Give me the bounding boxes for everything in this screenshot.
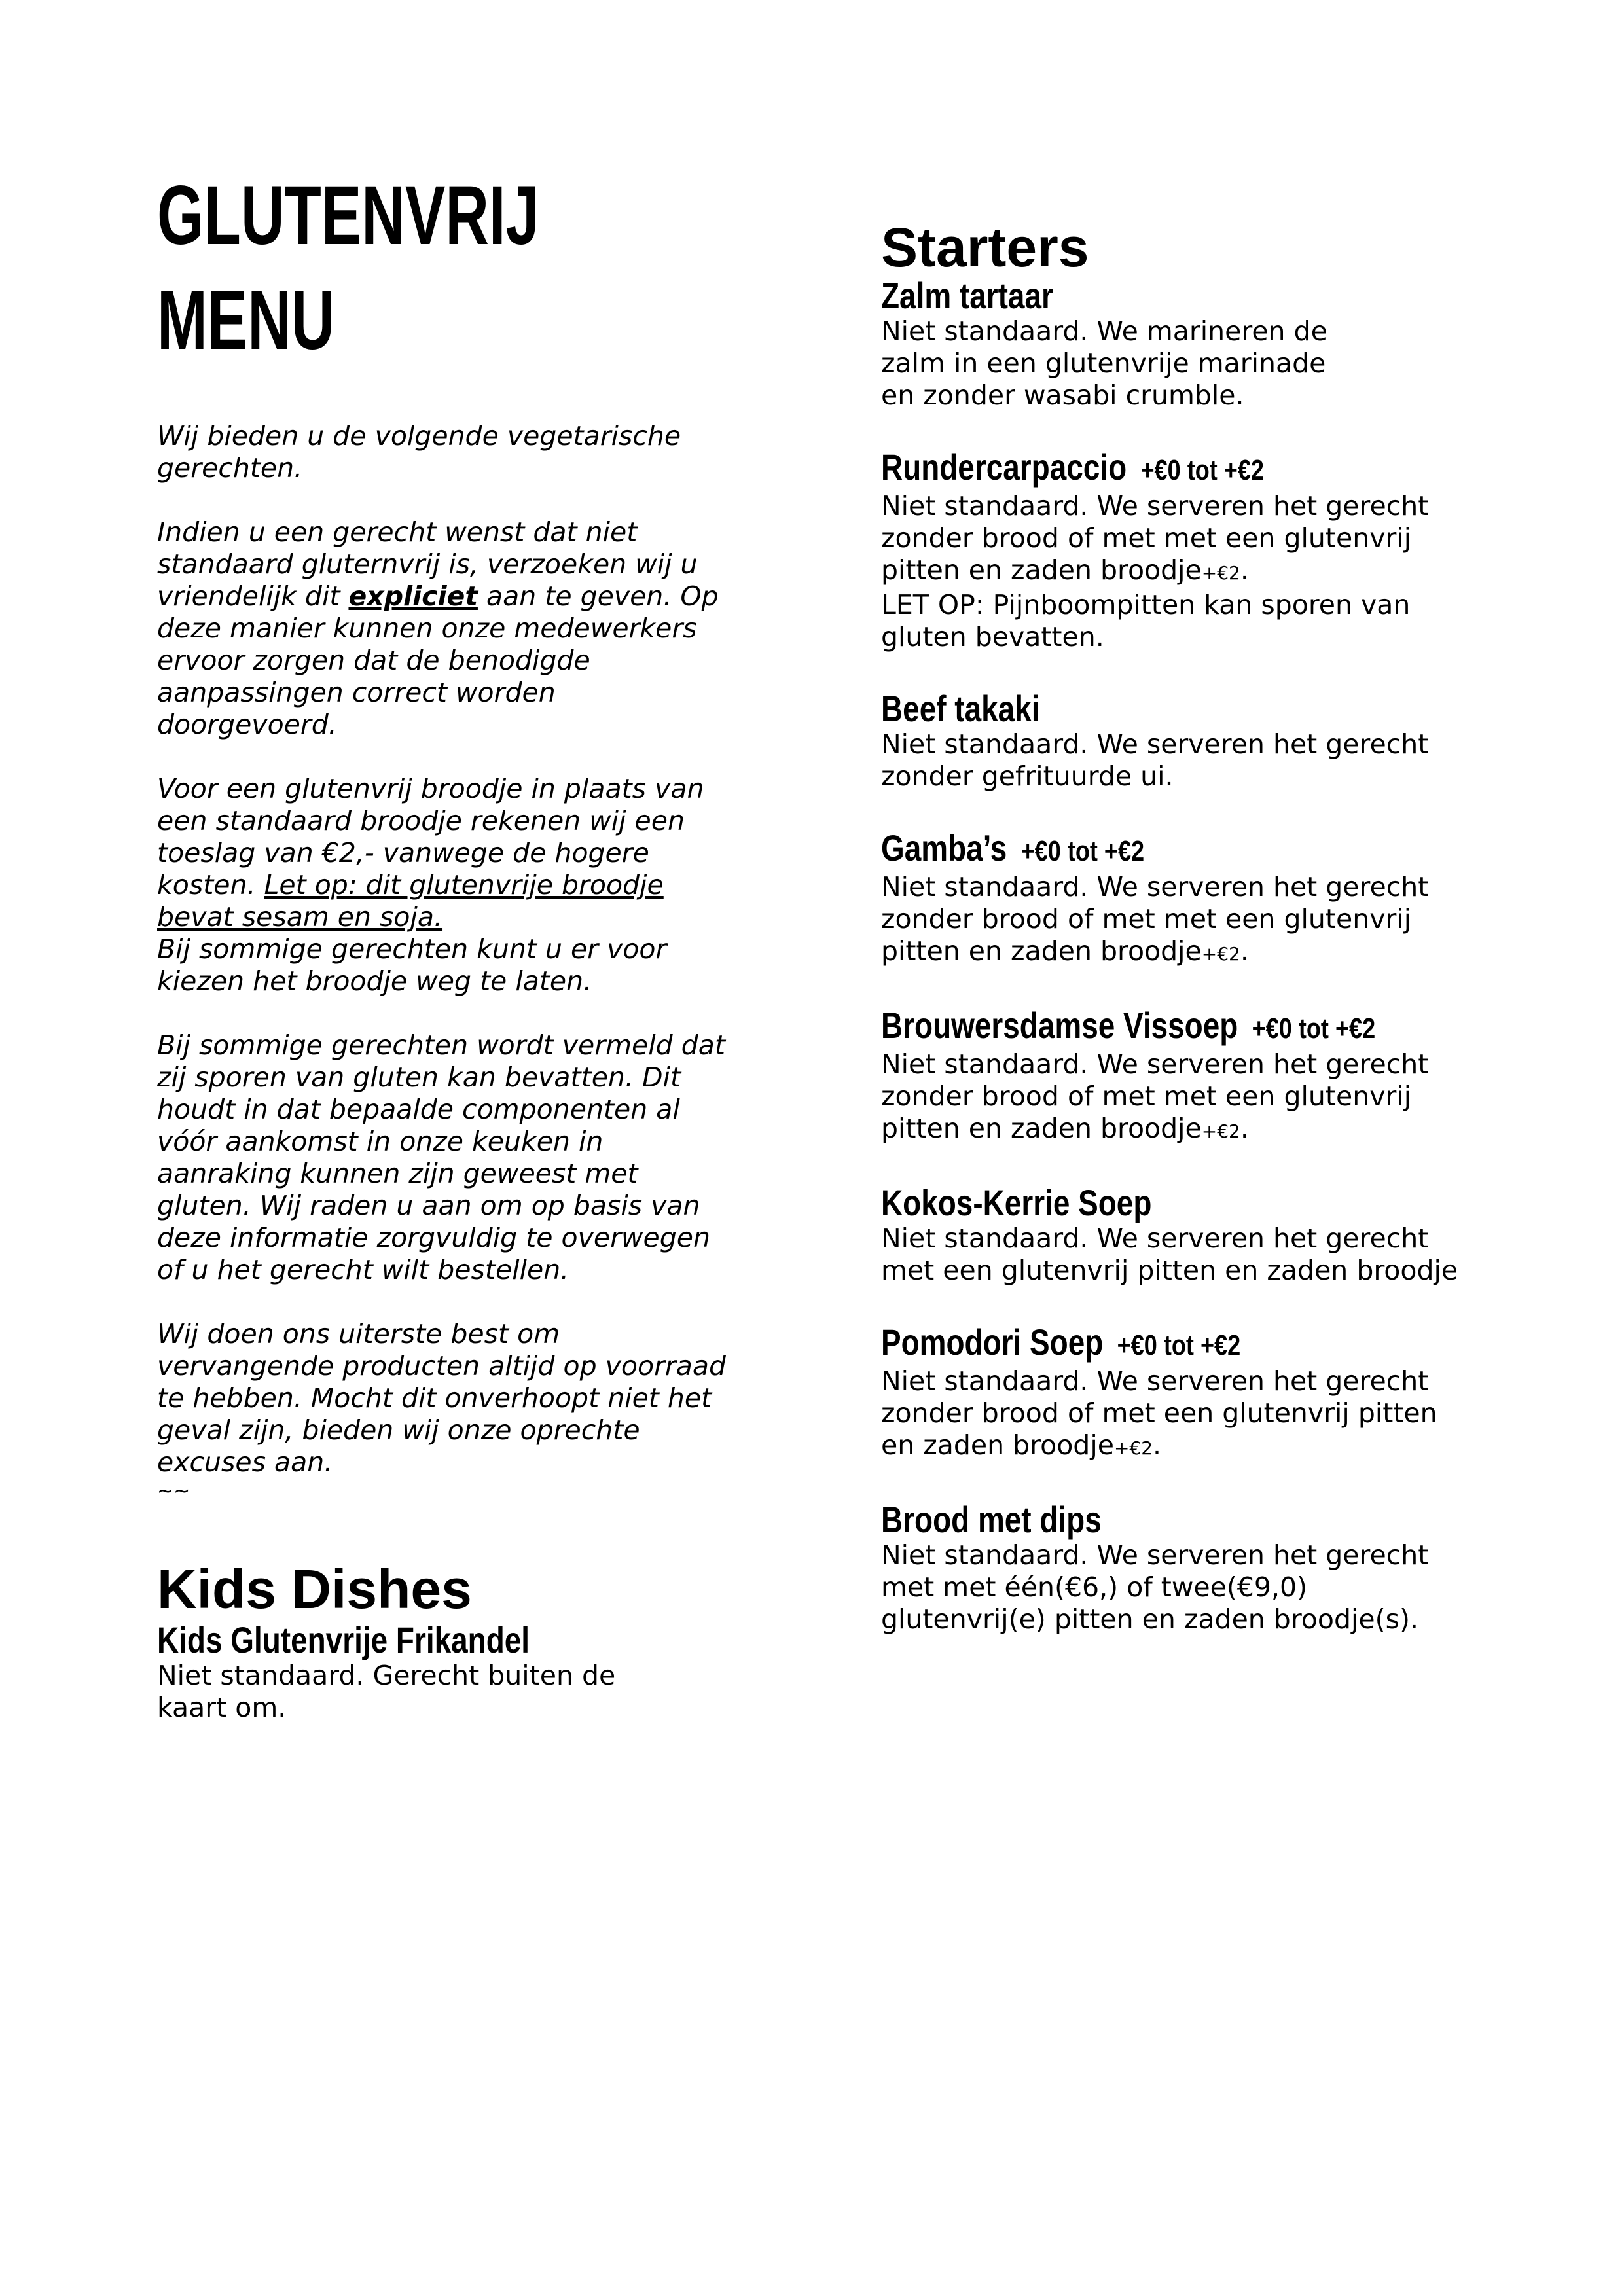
left-column (157, 164, 746, 1505)
intro-paragraph-1: Wij bieden u de volgende vegetarische gerechten. (157, 420, 681, 484)
intro-p3-note: Let op: dit glutenvrije broodje bevat sesam en soja. (157, 869, 664, 933)
dish-desc-surcharge: +€2 (1201, 562, 1240, 584)
menu-title-line2: MENU (157, 274, 335, 367)
intro-paragraph-3 (157, 773, 740, 933)
dish-desc (881, 490, 1470, 653)
kids-dish-name: Kids Glutenvrije Frikandel (157, 1619, 530, 1660)
dish-desc-end: . (1240, 1113, 1249, 1144)
dish-desc-warning: LET OP: Pijnboompitten kan sporen van gluten bevatten. (881, 589, 1411, 653)
dish-name-text: Rundercarpaccio (881, 446, 1127, 488)
dish-name-text: Gamba’s (881, 827, 1007, 869)
intro-paragraph-5: Wij doen ons uiterste best om vervangende producten altijd op voorraad te hebben. Mocht dit onverhoopt niet het geval zijn, bieden wij onze oprechte excuses aan. (157, 1318, 727, 1478)
dish-name: Kokos-Kerrie Soep (881, 1182, 1152, 1223)
menu-title-line1: GLUTENVRIJ (157, 169, 539, 262)
dish-name-text: Brouwersdamse Vissoep (881, 1005, 1238, 1046)
dish-rundercarpaccio (881, 448, 1470, 653)
dish-desc: Niet standaard. We serveren het gerecht met een glutenvrij pitten en zaden broodje (881, 1223, 1458, 1286)
dish-desc-text: Niet standaard. We serveren het gerecht zonder brood of met met een glutenvrij pitten en zaden broodje (881, 871, 1429, 967)
dish-desc: Niet standaard. We serveren het gerecht met met één(€6,) of twee(€9,0) glutenvrij(e) pitten en zaden broodje(s). (881, 1539, 1429, 1635)
kids-dish-desc: Niet standaard. Gerecht buiten de kaart om. (157, 1660, 616, 1723)
dish-price: +€0 tot +€2 (1117, 1329, 1241, 1361)
dish-desc-surcharge: +€2 (1201, 1121, 1240, 1142)
intro-paragraph-4: Bij sommige gerechten wordt vermeld dat zij sporen van gluten kan bevatten. Dit houdt in dat bepaalde componenten al vóór aankomst in onze keuken in aanraking kunnen zijn geweest met gluten. Wij raden u aan om op basis van deze informatie zorgvuldig te overwegen of u het gerecht wilt bestellen. (157, 1030, 725, 1285)
dish-name: Brood met dips (881, 1499, 1102, 1540)
dish-desc-text: Niet standaard. We serveren het gerecht zonder brood of met een glutenvrij pitten en zaden broodje (881, 1365, 1437, 1461)
dish-kokos-kerrie-soep (881, 1183, 1470, 1287)
dish-desc-text: Niet standaard. We serveren het gerecht zonder brood of met met een glutenvrij pitten en zaden broodje (881, 1049, 1429, 1144)
dish-name: Zalm tartaar (881, 275, 1053, 316)
intro-p2-text: Indien u een gerecht wenst dat niet standaard gluternvrij is, verzoeken wij u vriendelijk dit (157, 516, 698, 612)
menu-title (157, 164, 581, 373)
dish-desc: Niet standaard. We marineren de zalm in een glutenvrije marinade en zonder wasabi crumble. (881, 315, 1327, 411)
dish-brood-met-dips (881, 1500, 1470, 1636)
starters-section (881, 216, 1470, 1672)
dish-price: +€0 tot +€2 (1020, 835, 1145, 867)
dish-price: +€0 tot +€2 (1252, 1013, 1376, 1045)
dish-desc-text: Niet standaard. We serveren het gerecht zonder brood of met met een glutenvrij pitten en zaden broodje (881, 490, 1429, 586)
intro-p2-text-end: aan te geven. Op deze manier kunnen onze medewerkers ervoor zorgen dat de benodigde aanpassingen correct worden doorgevoerd. (157, 581, 719, 740)
dish-desc (881, 1049, 1470, 1147)
intro-paragraph-3b: Bij sommige gerechten kunt u er voor kiezen het broodje weg te laten. (157, 933, 667, 997)
dish-name (881, 1005, 1376, 1049)
intro-paragraph-2 (157, 516, 740, 741)
dish-name: Beef takaki (881, 688, 1040, 729)
dish-desc (881, 871, 1470, 970)
dish-desc-end: . (1240, 935, 1249, 967)
dish-price: +€0 tot +€2 (1140, 454, 1264, 486)
dish-name (881, 448, 1364, 490)
intro-text (157, 420, 740, 1505)
intro-p3-text: Voor een glutenvrij broodje in plaats van een standaard broodje rekenen wij een toeslag van €2,- vanwege de hogere kosten. (157, 773, 704, 901)
dish-gambas (881, 829, 1470, 970)
dish-desc-end: . (1153, 1429, 1162, 1461)
kids-section (157, 1558, 746, 1724)
dish-desc-end: . (1240, 554, 1249, 586)
dish-zalm-tartaar (881, 276, 1470, 412)
intro-tilde: ~~ (157, 1480, 190, 1503)
dish-desc (881, 1365, 1470, 1464)
dish-brouwersdamse-vissoep (881, 1006, 1470, 1147)
intro-p2-emphasis: expliciet (348, 581, 478, 612)
dish-desc: Niet standaard. We serveren het gerecht zonder gefrituurde ui. (881, 728, 1429, 792)
dish-desc-surcharge: +€2 (1201, 943, 1240, 965)
dish-pomodori-soep (881, 1323, 1470, 1464)
dish-name (881, 1323, 1364, 1365)
dish-beef-takaki (881, 689, 1470, 793)
dish-name-text: Pomodori Soep (881, 1321, 1104, 1363)
dish-name (881, 829, 1364, 871)
starters-section-title: Starters (881, 217, 1089, 278)
kids-section-title: Kids Dishes (157, 1558, 472, 1620)
dish-desc-surcharge: +€2 (1113, 1437, 1153, 1459)
